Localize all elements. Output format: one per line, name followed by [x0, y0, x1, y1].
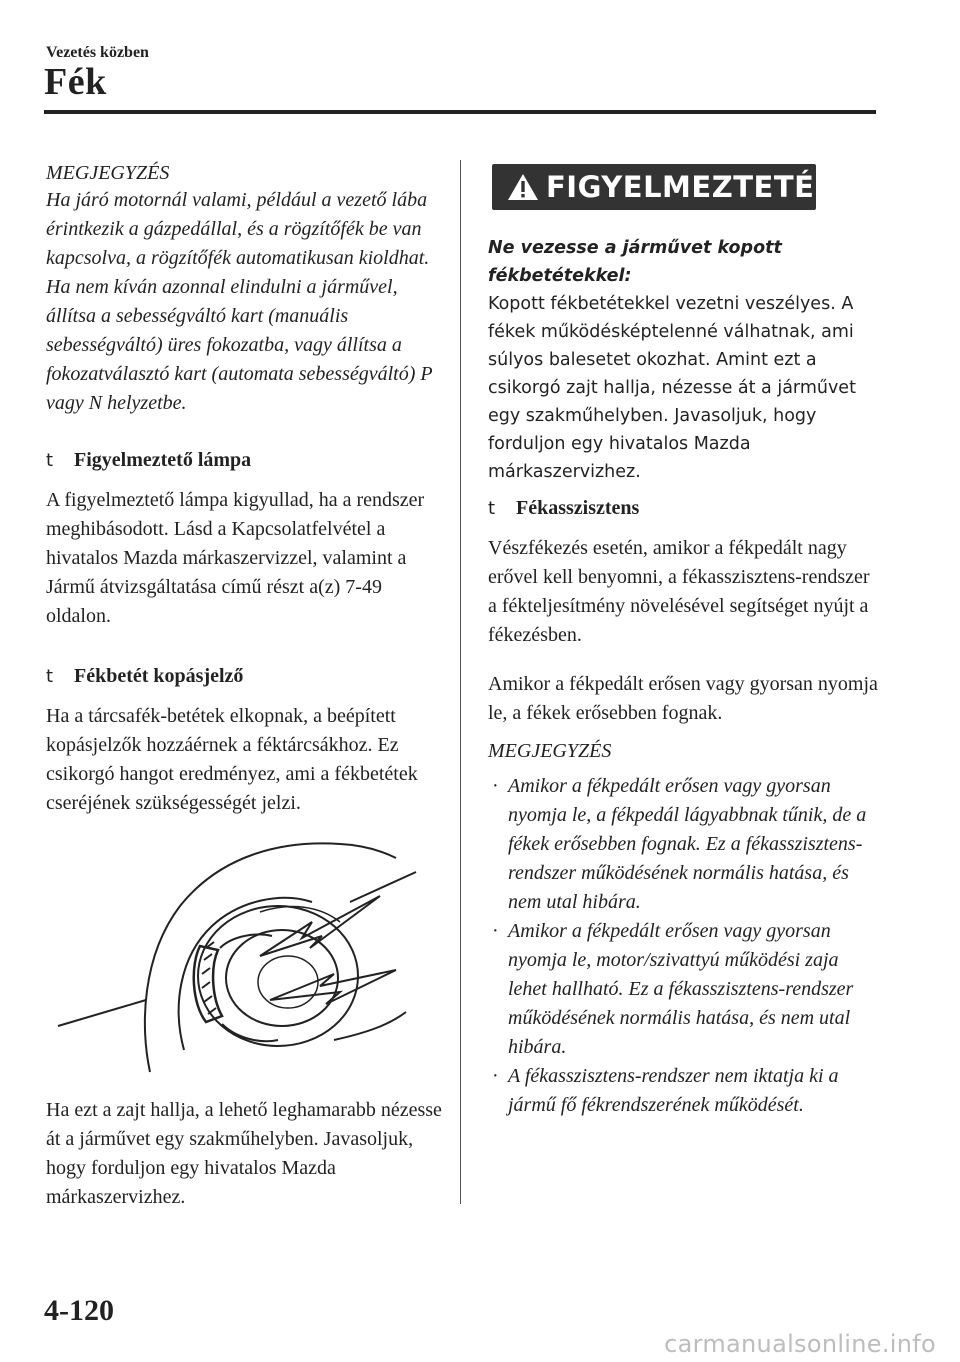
heading-label: Figyelmeztető lámpa	[74, 449, 252, 471]
heading-pad-wear-indicator	[46, 662, 446, 691]
note-list-item: · A fékasszisztens-rendszer nem iktatja ki a jármű fő fékrendszerének működését.	[488, 1062, 878, 1120]
heading-brake-assist	[488, 494, 878, 523]
note-list-item: · Amikor a fékpedált erősen vagy gyorsan nyomja le, motor/szivattyú működési zaja lehet hallható. Ez a fékasszisztens-rendszer működésének normális hatása, és nem utal hibára.	[488, 917, 878, 1062]
column-divider	[460, 160, 461, 1204]
header-divider	[44, 110, 876, 114]
heading-label: Fékbetét kopásjelző	[74, 665, 244, 687]
note-list-item: · Amikor a fékpedált erősen vagy gyorsan nyomja le, a fékpedál lágyabbnak tűnik, de a fékek erősebben fognak. Ez a fékasszisztens-rendszer működésének normális hatása, és nem utal hibára.	[488, 772, 878, 917]
warning-bold-text: Ne vezesse a járművet kopott fékbetétekkel:	[488, 238, 782, 286]
section-label: Vezetés közben	[46, 44, 149, 61]
warning-title: FIGYELMEZTETÉS	[546, 170, 836, 204]
note-title: MEGJEGYZÉS	[488, 740, 612, 762]
page-title: Fék	[44, 61, 107, 103]
after-figure-text: Ha ezt a zajt hallja, a lehető leghamarabb nézesse át a járművet egy szakműhelyben. Javasoljuk, hogy forduljon egy hivatalos Mazda márkaszervizhez.	[46, 1099, 442, 1208]
heading-warning-lamp	[46, 446, 446, 475]
watermark: carmanualsonline.info	[664, 1330, 936, 1358]
brake-assist-text-1: Vészfékezés esetén, amikor a fékpedált nagy erővel kell benyomni, a fékasszisztens-rendszer a fékteljesítmény növelésével segítséget nyújt a fékezésben.	[488, 537, 870, 646]
warning-text: Kopott fékbetétekkel vezetni veszélyes. A fékek működésképtelenné válhatnak, ami súlyos balesetet okozhat. Amint ezt a csikorgó zajt hallja, nézesse át a járművet egy szakműhelyben. Javasoljuk, hogy forduljon egy hivatalos Mazda márkaszervizhez.	[488, 294, 856, 482]
note-block-left	[46, 160, 446, 418]
warning-banner	[492, 164, 836, 210]
brake-assist-text-2: Amikor a fékpedált erősen vagy gyorsan nyomja le, a fékek erősebben fognak.	[488, 673, 878, 724]
pad-wear-text: Ha a tárcsafék-betétek elkopnak, a beépített kopásjelzők hozzáérnek a féktárcsákhoz. Ez csikorgó hangot eredményez, ami a fékbetétek cseréjének szükségességét jelzi.	[46, 705, 418, 814]
section-bullet-icon: t	[46, 666, 54, 687]
warning-body	[488, 234, 878, 486]
section-bullet-icon: t	[46, 450, 54, 471]
note-title: MEGJEGYZÉS	[46, 162, 170, 184]
heading-label: Fékasszisztens	[516, 497, 640, 519]
page-number: 4-120	[44, 1294, 114, 1327]
note-text: Ha járó motornál valami, például a vezető lába érintkezik a gázpedállal, és a rögzítőfék be van kapcsolva, a rögzítőfék automatikusan kioldhat. Ha nem kíván azonnal elindulni a járművel, állítsa a sebességváltó kart (manuális sebességváltó) üres fokozatba, vagy állítsa a fokozatválasztó kart (automata sebességváltó) P vagy N helyzetbe.	[46, 189, 433, 414]
brake-pad-illustration	[50, 836, 430, 1076]
warning-triangle-icon	[506, 172, 540, 202]
note-list	[488, 772, 878, 1120]
note-block-right	[488, 738, 878, 1120]
section-bullet-icon: t	[488, 498, 496, 519]
warning-lamp-text: A figyelmeztető lámpa kigyullad, ha a rendszer meghibásodott. Lásd a Kapcsolatfelvétel a hivatalos Mazda márkaszervizzel, valamint a Jármű átvizsgáltatása című részt a(z) 7-49 oldalon.	[46, 489, 425, 627]
